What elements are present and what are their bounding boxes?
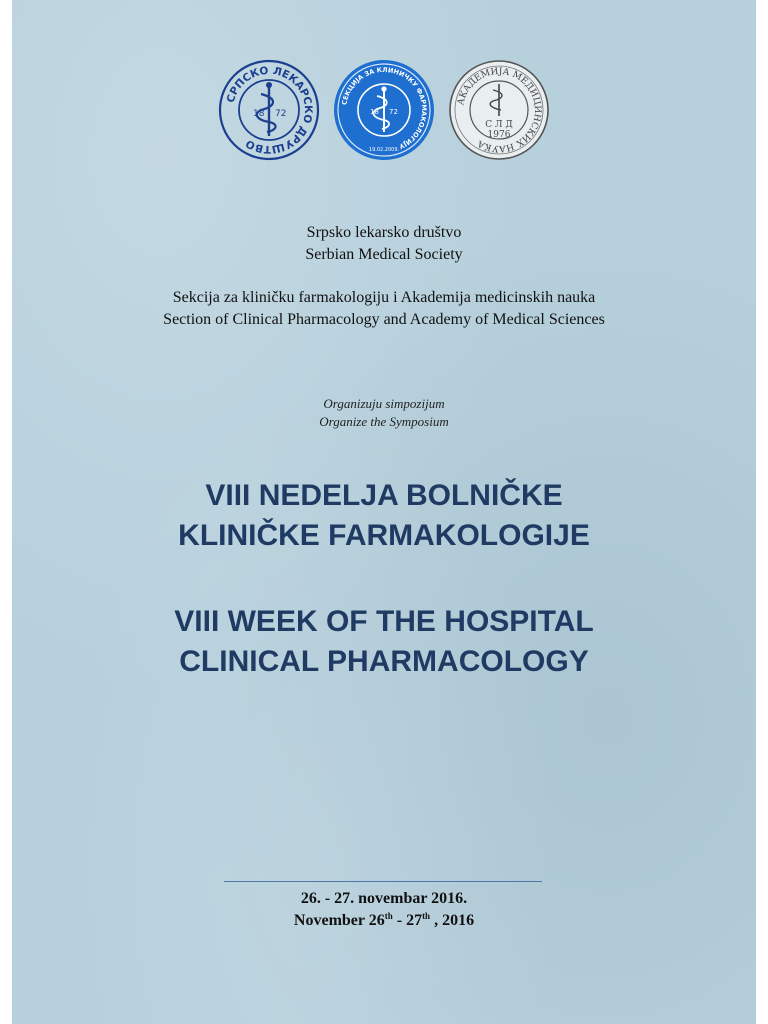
dates-english-start: November 26 — [293, 912, 385, 929]
section-name-serbian: Sekcija za kliničku farmakologiju i Akademija medicinskih nauka — [172, 289, 596, 306]
dates-english-mid: - 27 — [392, 912, 423, 929]
section-name — [12, 287, 756, 331]
logo2-date: 19.02.2009. — [368, 147, 400, 153]
dates-english-end: , 2016 — [430, 912, 475, 929]
title-english — [12, 602, 756, 682]
title-serbian-line2: KLINIČKE FARMAKOLOGIJE — [178, 519, 590, 552]
section-clinical-pharmacology-logo-icon — [332, 58, 436, 162]
org-name-serbian: Srpsko lekarsko društvo — [306, 224, 462, 241]
title-serbian — [12, 476, 756, 556]
dates-english-sup1: th — [384, 911, 393, 921]
cover-page — [12, 0, 756, 1024]
dates-serbian: 26. - 27. novembar 2016. — [300, 890, 468, 907]
title-english-line2: CLINICAL PHARMACOLOGY — [179, 645, 589, 678]
logos-row — [12, 58, 756, 164]
section-name-english: Section of Clinical Pharmacology and Academy of Medical Sciences — [163, 311, 605, 328]
logo1-year-right: 72 — [275, 109, 287, 119]
dates-english-sup2: th — [422, 911, 431, 921]
event-dates — [12, 888, 756, 932]
organize-english: Organize the Symposium — [319, 414, 449, 429]
title-english-line1: VIII WEEK OF THE HOSPITAL — [174, 605, 594, 638]
dates-english — [12, 910, 756, 932]
title-serbian-line1: VIII NEDELJA BOLNIČKE — [205, 479, 563, 512]
srpsko-lekarsko-drustvo-logo-icon — [217, 58, 321, 162]
logo1-ring-text: СРПСКО ЛЕКАРСКО ДРУШТВО — [224, 64, 315, 156]
logo3-ring-text: АКАДЕМИЈА МЕДИЦИНСКИХ НАУКА — [456, 66, 543, 154]
logo3-abbr: С Л Д — [485, 120, 513, 130]
logo3-year: 1976 — [487, 130, 511, 140]
logo2-year-left: 18 — [370, 108, 379, 116]
logo2-year-right: 72 — [389, 108, 398, 116]
academy-medical-sciences-logo-icon — [447, 58, 551, 162]
organize-serbian: Organizuju simpozijum — [323, 396, 445, 411]
organize-symposium — [12, 395, 756, 431]
organization-name — [12, 222, 756, 266]
logo2-ring-text: СЕКЦИЈА ЗА КЛИНИЧКУ ФАРМАКОЛОГИЈУ — [340, 65, 429, 151]
divider-line — [224, 881, 542, 882]
org-name-english: Serbian Medical Society — [305, 246, 463, 263]
logo1-year-left: 18 — [253, 109, 265, 119]
